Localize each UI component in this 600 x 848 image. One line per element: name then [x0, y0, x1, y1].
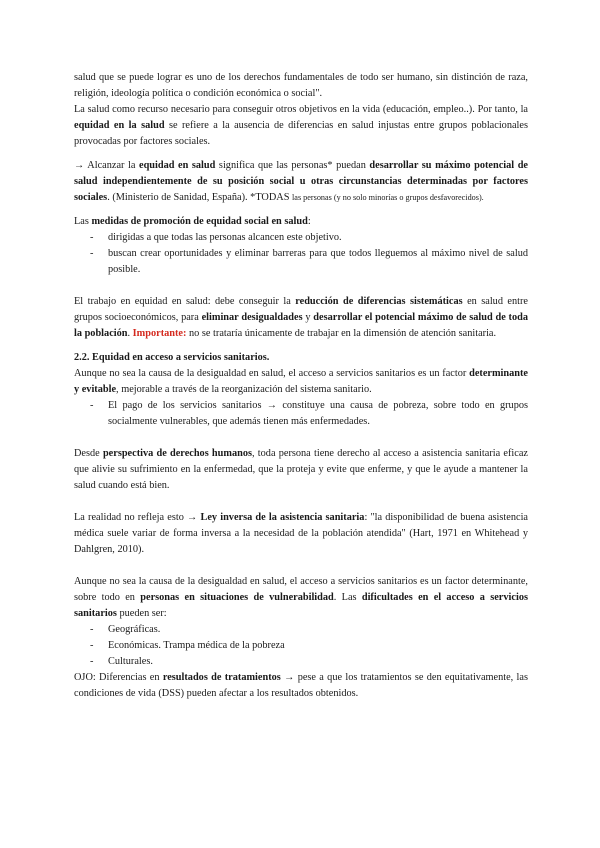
section-heading: 2.2. Equidad en acceso a servicios sanitarios.: [74, 352, 270, 363]
list-item: - Económicas. Trampa médica de la pobreza: [74, 638, 528, 654]
difficulties-list: [74, 622, 528, 670]
text: → Alcanzar la: [74, 160, 139, 171]
list-item: - dirigidas a que todas las personas alcancen este objetivo.: [74, 230, 528, 246]
paragraph-access: [74, 366, 528, 398]
text: La realidad no refleja esto →: [74, 512, 201, 523]
text: → pese a que los tratamientos se den equitativamente, las condiciones de vida (DSS) pueden afectar a los resultados obtenidos.: [74, 672, 528, 699]
bold-term: Ley inversa de la asistencia sanitaria: [200, 512, 365, 523]
text: salud que se puede lograr es uno de los derechos fundamentales de todo ser humano, sin distinción de raza, religión, ideología política o condición económica o social".: [74, 72, 528, 99]
text: , toda persona tiene derecho al acceso a asistencia sanitaria eficaz que alivie su sufrimiento en la enfermedad, que la proteja y evite que enferme, y que le ayude a mantener la salud cuando está bien.: [74, 448, 528, 491]
important-label: Importante:: [132, 328, 187, 339]
bold-term: eliminar desigualdades: [201, 312, 303, 323]
list-item: - Culturales.: [74, 654, 528, 670]
text: , mejorable a través de la reorganización del sistema sanitario.: [116, 384, 372, 395]
paragraph-intro: [74, 70, 528, 102]
text: Desde: [74, 448, 103, 459]
text: . Las: [333, 592, 362, 603]
bold-term: equidad en la salud: [74, 120, 165, 131]
text: Las: [74, 216, 92, 227]
bold-term: reducción de diferencias sistemáticas: [295, 296, 463, 307]
small-note: las personas (y no solo minorías o grupos desfavorecidos).: [292, 193, 484, 202]
bold-term: perspectiva de derechos humanos: [102, 448, 252, 459]
bold-term: determinante y evitable: [74, 368, 528, 395]
measures-list: [74, 230, 528, 278]
text: en salud entre grupos socioeconómicos, para: [74, 296, 528, 323]
paragraph-equity-definition: [74, 158, 528, 206]
list-item: - buscan crear oportunidades y eliminar barreras para que todos lleguemos al máximo nivel de salud posible.: [74, 246, 528, 278]
paragraph-inverse-law: [74, 510, 528, 558]
text: .: [127, 328, 133, 339]
text: y: [302, 312, 314, 323]
paragraph-measures: [74, 214, 528, 230]
bold-term: personas en situaciones de vulnerabilidad: [140, 592, 334, 603]
bold-term: dificultades en el acceso a servicios sanitarios: [74, 592, 528, 619]
text: OJO: Diferencias en: [74, 672, 163, 683]
payment-list: [74, 398, 528, 430]
paragraph-difficulties: [74, 574, 528, 622]
text: significa que las personas* puedan: [215, 160, 370, 171]
paragraph-health-resource: [74, 102, 528, 150]
text: :: [307, 216, 311, 227]
list-item: - El pago de los servicios sanitarios → constituye una causa de pobreza, sobre todo en grupos socialmente vulnerables, que además tienen más enfermedades.: [74, 398, 528, 430]
bold-term: desarrollar el potencial máximo de salud de toda la población: [74, 312, 529, 339]
text: se refiere a la ausencia de diferencias en salud injustas entre grupos poblacionales provocadas por factores sociales.: [74, 120, 528, 147]
bold-term: desarrollar su máximo potencial de salud independientemente de su posición social u otras circunstancias determinadas por factores sociales: [74, 160, 528, 203]
document-page: [74, 70, 528, 702]
text: Aunque no sea la causa de la desigualdad en salud, el acceso a servicios sanitarios es un factor: [74, 368, 470, 379]
text: . (Ministerio de Sanidad, España). *TODAS: [107, 192, 293, 203]
text: pueden ser:: [116, 608, 167, 619]
text: El trabajo en equidad en salud: debe conseguir la: [74, 296, 296, 307]
text: : "la disponibilidad de buena asistencia médica suele variar de forma inversa a la necesidad de la población atendida" (Hart, 1971 en Whitehead y Dahlgren, 2010).: [74, 512, 528, 555]
paragraph-treatment-results: [74, 670, 528, 702]
text: no se trataría únicamente de trabajar en la dimensión de atención sanitaria.: [186, 328, 497, 339]
bold-term: resultados de tratamientos: [162, 672, 281, 683]
text: Aunque no sea la causa de la desigualdad en salud, el acceso a servicios sanitarios es un factor determinante, sobre todo en: [74, 576, 528, 603]
paragraph-work-equity: [74, 294, 528, 342]
text: La salud como recurso necesario para conseguir otros objetivos en la vida (educación, empleo..). Por tanto, la: [74, 104, 528, 115]
bold-term: medidas de promoción de equidad social en salud: [91, 216, 308, 227]
bold-term: equidad en salud: [139, 160, 216, 171]
list-item: - Geográficas.: [74, 622, 528, 638]
paragraph-human-rights: [74, 446, 528, 494]
